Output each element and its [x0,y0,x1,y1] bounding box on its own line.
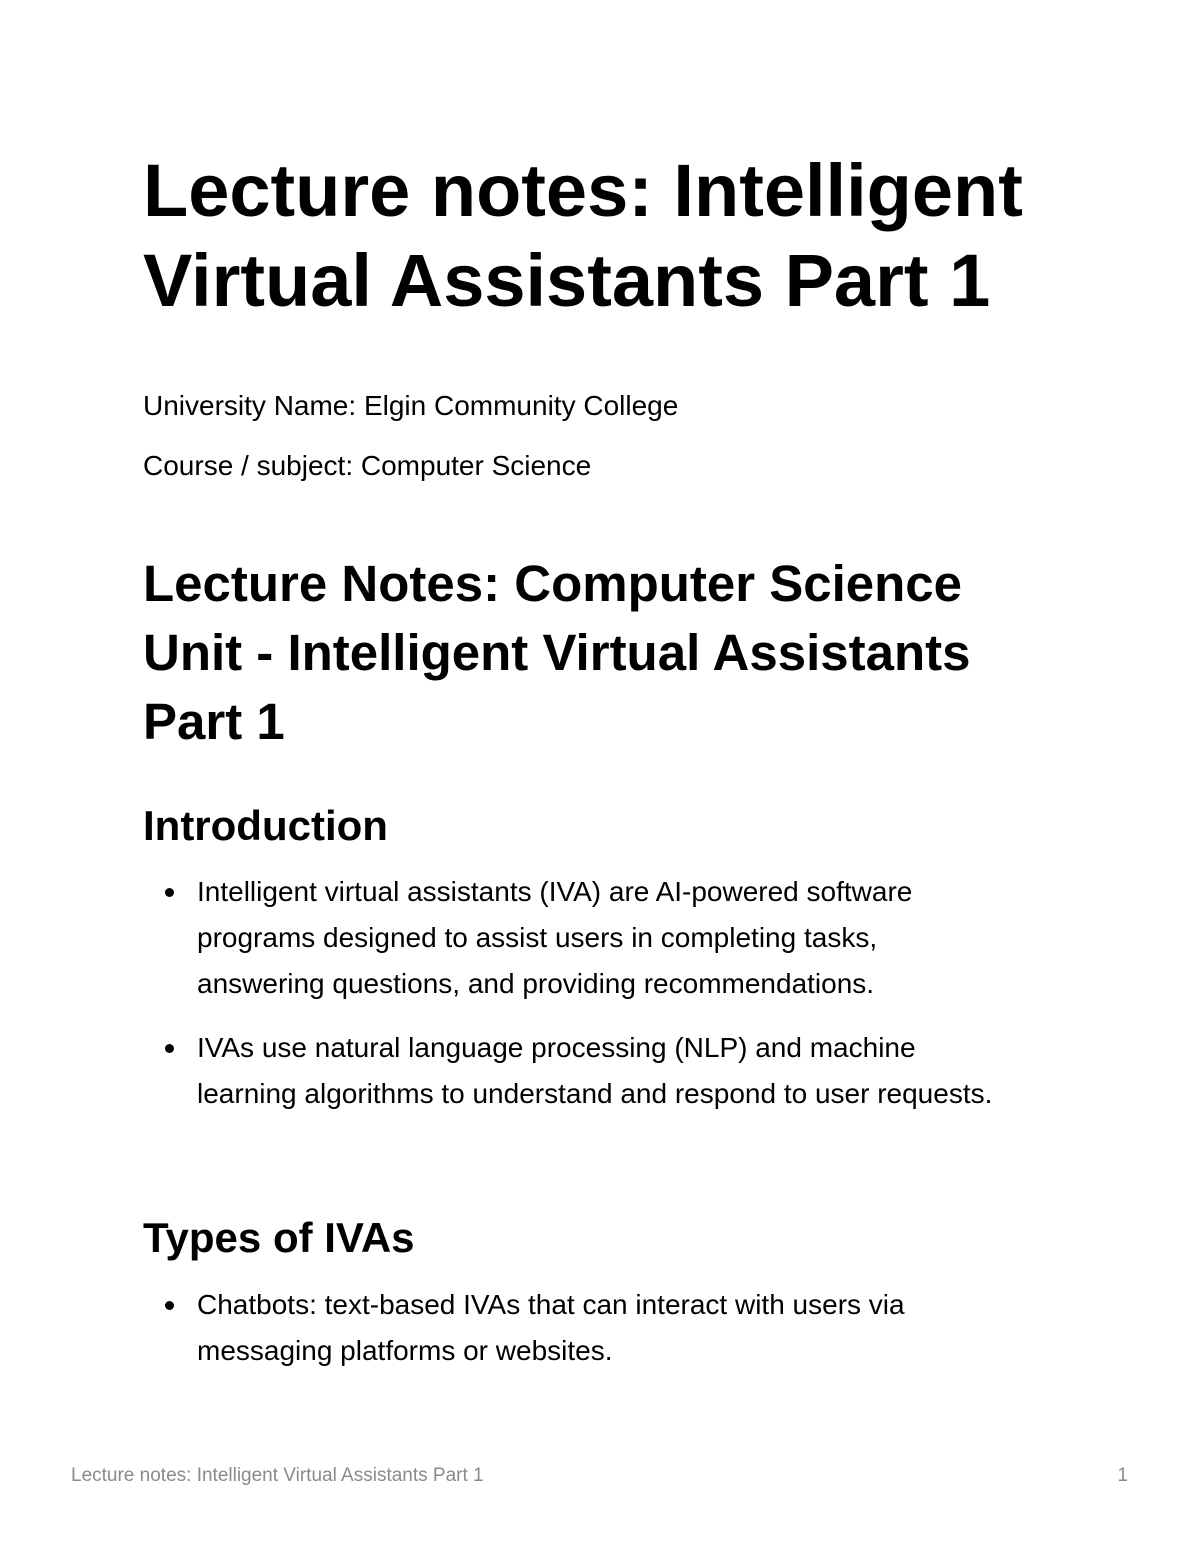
list-item [143,869,1043,1007]
list-item [143,1282,1043,1374]
list-item [143,1025,1043,1117]
bullet-icon [165,888,174,897]
footer-title: Lecture notes: Intelligent Virtual Assistants Part 1 [71,1465,484,1486]
types-list [143,1282,1043,1374]
footer-page-number: 1 [1117,1465,1128,1486]
university-name: University Name: Elgin Community College [143,390,679,421]
bullet-icon [165,1301,174,1310]
list-item-text: IVAs use natural language processing (NLP) and machine learning algorithms to understand and respond to user requests. [197,1032,993,1109]
types-heading: Types of IVAs [143,1214,415,1261]
bullet-icon [165,1044,174,1053]
introduction-list [143,869,1043,1117]
document-title: Lecture notes: Intelligent Virtual Assistants Part 1 [143,149,1023,322]
list-item-text: Intelligent virtual assistants (IVA) are AI-powered software programs designed to assist users in completing tasks, answering questions, and providing recommendations. [197,876,913,999]
list-item-text: Chatbots: text-based IVAs that can interact with users via messaging platforms or websites. [197,1289,905,1366]
introduction-heading: Introduction [143,802,388,849]
course-subject: Course / subject: Computer Science [143,450,592,481]
section-title: Lecture Notes: Computer Science Unit - Intelligent Virtual Assistants Part 1 [143,555,971,750]
